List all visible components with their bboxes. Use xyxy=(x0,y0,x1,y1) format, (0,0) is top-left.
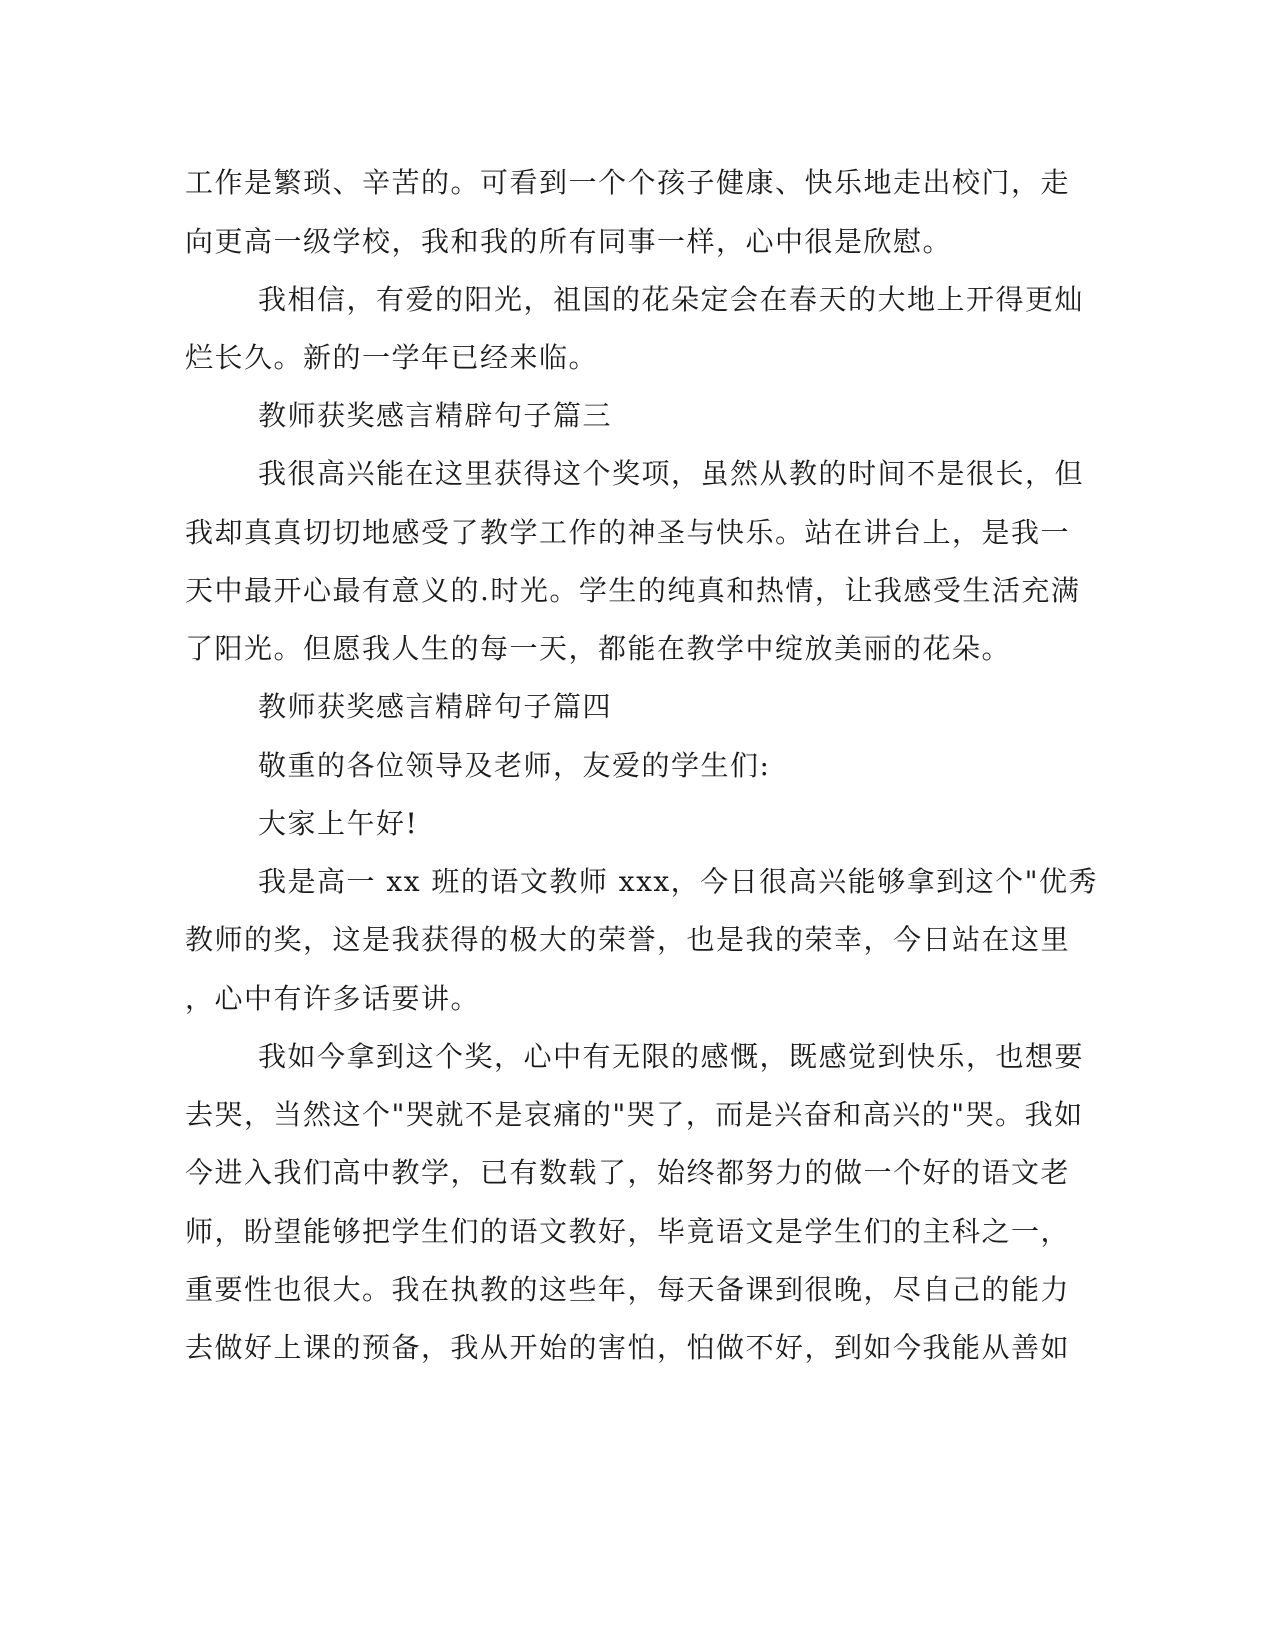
paragraph-line: 我是高一 xx 班的语文教师 xxx，今日很高兴能够拿到这个"优秀 xyxy=(258,865,1099,898)
paragraph-line: 去做好上课的预备，我从开始的害怕，怕做不好，到如今我能从善如 xyxy=(185,1331,1071,1364)
paragraph-line: 向更高一级学校，我和我的所有同事一样，心中很是欣慰。 xyxy=(185,225,953,258)
paragraph-line: 去哭，当然这个"哭就不是哀痛的"哭了，而是兴奋和高兴的"哭。我如 xyxy=(185,1098,1084,1131)
greeting-line: 大家上午好! xyxy=(258,807,419,840)
paragraph-line: 我如今拿到这个奖，心中有无限的感慨，既感觉到快乐，也想要 xyxy=(258,1040,1085,1073)
paragraph-line: ，心中有许多话要讲。 xyxy=(185,982,481,1015)
salutation-line: 敬重的各位领导及老师，友爱的学生们: xyxy=(258,749,771,782)
paragraph-line: 师，盼望能够把学生们的语文教好，毕竟语文是学生们的主科之一， xyxy=(185,1215,1071,1248)
paragraph-line: 我却真真切切地感受了教学工作的神圣与快乐。站在讲台上，是我一 xyxy=(185,516,1071,549)
paragraph-line: 工作是繁琐、辛苦的。可看到一个个孩子健康、快乐地走出校门，走 xyxy=(185,166,1071,199)
paragraph-line: 我很高兴能在这里获得这个奖项，虽然从教的时间不是很长，但 xyxy=(258,457,1085,490)
paragraph-line: 重要性也很大。我在执教的这些年，每天备课到很晚，尽自己的能力 xyxy=(185,1273,1071,1306)
section-heading: 教师获奖感言精辟句子篇三 xyxy=(258,399,613,432)
section-heading: 教师获奖感言精辟句子篇四 xyxy=(258,690,613,723)
paragraph-line: 天中最开心最有意义的.时光。学生的纯真和热情，让我感受生活充满 xyxy=(185,574,1081,607)
paragraph-line: 烂长久。新的一学年已经来临。 xyxy=(185,341,599,374)
paragraph-line: 今进入我们高中教学，已有数载了，始终都努力的做一个好的语文老 xyxy=(185,1156,1071,1189)
paragraph-line: 了阳光。但愿我人生的每一天，都能在教学中绽放美丽的花朵。 xyxy=(185,632,1012,665)
paragraph-line: 教师的奖，这是我获得的极大的荣誉，也是我的荣幸，今日站在这里 xyxy=(185,923,1071,956)
paragraph-line: 我相信，有爱的阳光，祖国的花朵定会在春天的大地上开得更灿 xyxy=(258,283,1085,316)
